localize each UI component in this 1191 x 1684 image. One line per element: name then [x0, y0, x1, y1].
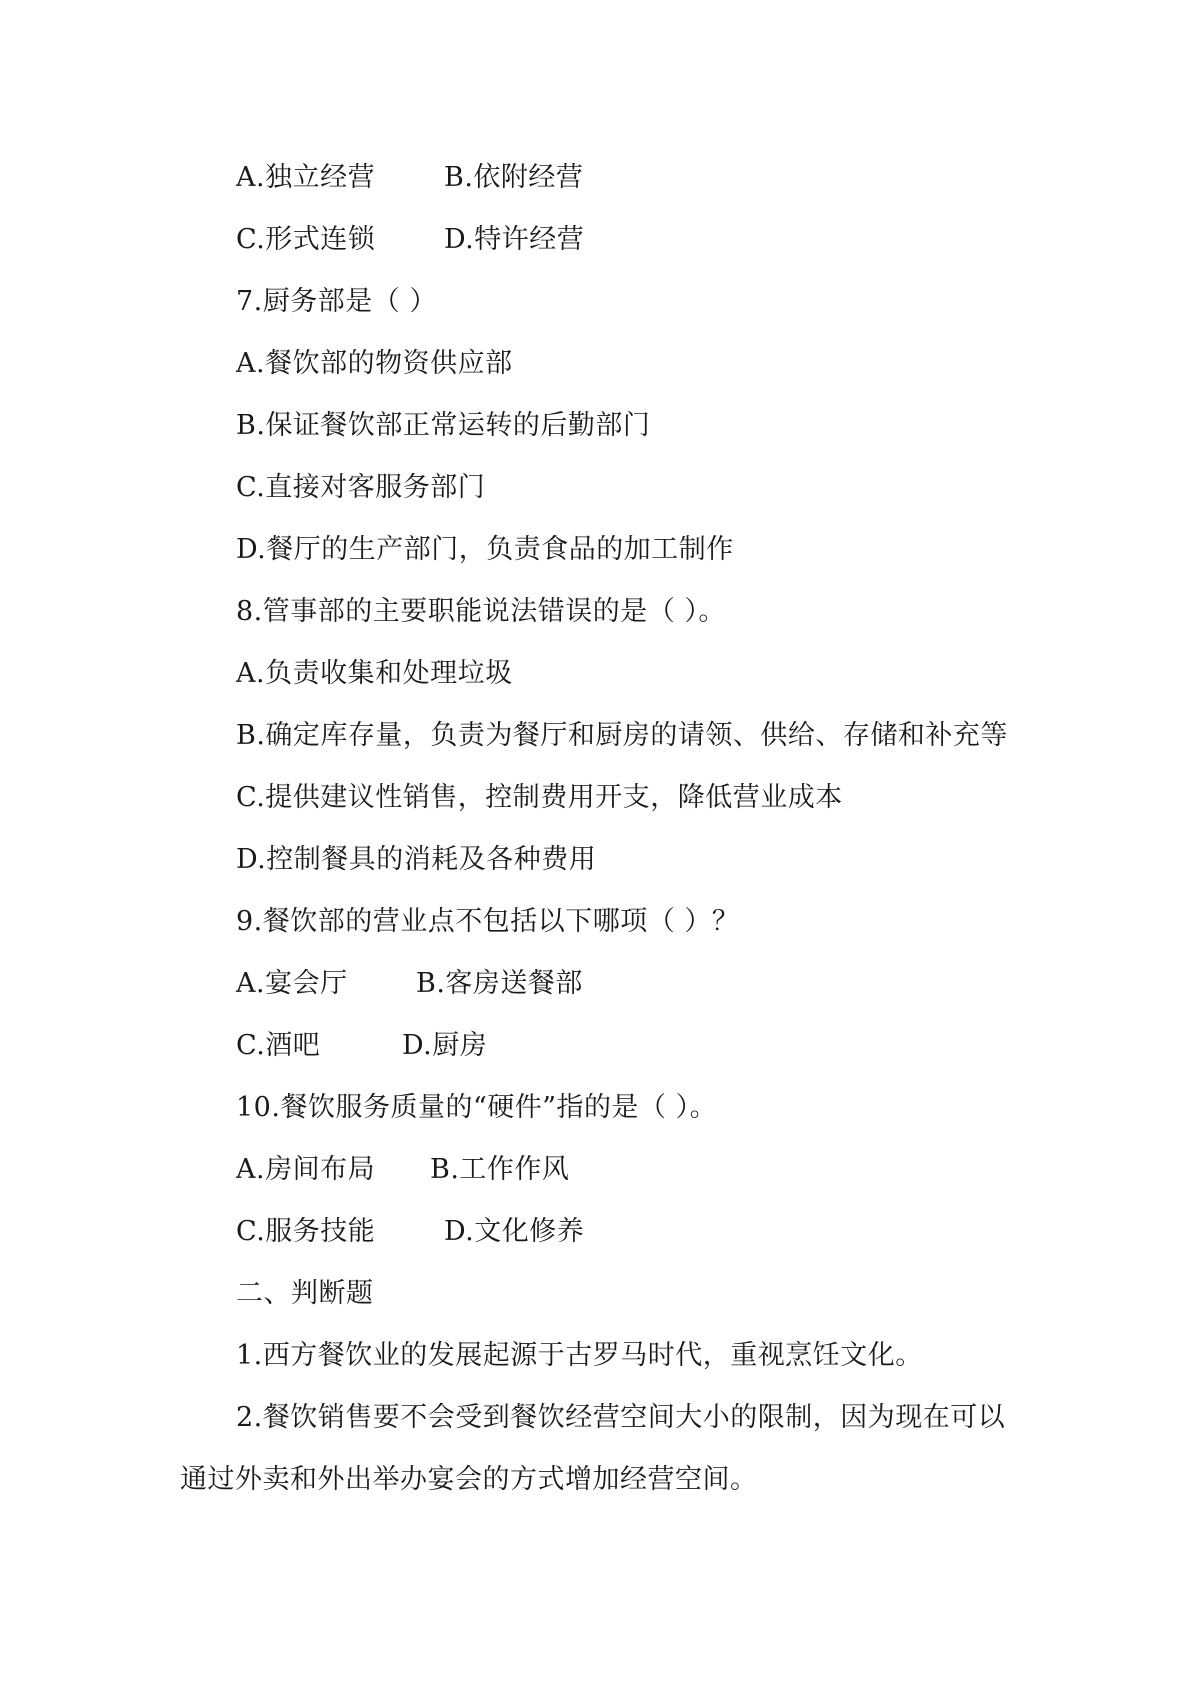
option-c: C.服务技能	[236, 1216, 376, 1247]
option-b: B.保证餐饮部正常运转的后勤部门	[236, 410, 651, 441]
options-row-q6-ab	[236, 160, 583, 196]
option-a: A.宴会厅	[236, 968, 348, 999]
option-c: C.提供建议性销售，控制费用开支，降低营业成本	[236, 782, 843, 813]
option-a: A.餐饮部的物资供应部	[236, 348, 513, 379]
question-8: 8.管事部的主要职能说法错误的是（ ）。	[236, 596, 726, 627]
options-row-q10-cd	[236, 1214, 584, 1250]
statement-2-continuation: 通过外卖和外出举办宴会的方式增加经营空间。	[180, 1464, 758, 1495]
option-d: D.特许经营	[444, 224, 585, 255]
option-d: D.厨房	[402, 1030, 488, 1061]
section-heading-true-false: 二、判断题	[236, 1278, 374, 1309]
option-b: B.依附经营	[444, 162, 584, 193]
option-c: C.形式连锁	[236, 224, 376, 255]
statement-2: 2.餐饮销售要不会受到餐饮经营空间大小的限制，因为现在可以	[236, 1402, 1006, 1433]
option-b: B.工作作风	[430, 1154, 570, 1185]
option-a: A.负责收集和处理垃圾	[236, 658, 513, 689]
options-row-q6-cd	[236, 222, 584, 258]
option-c: C.酒吧	[236, 1030, 321, 1061]
option-d: D.控制餐具的消耗及各种费用	[236, 844, 597, 875]
option-b: B.客房送餐部	[416, 968, 583, 999]
option-a: A.房间布局	[236, 1154, 376, 1185]
option-d: D.文化修养	[444, 1216, 585, 1247]
options-row-q10-ab	[236, 1152, 569, 1188]
options-row-q9-ab	[236, 966, 583, 1002]
question-9: 9.餐饮部的营业点不包括以下哪项（ ）？	[236, 906, 740, 937]
statement-1: 1.西方餐饮业的发展起源于古罗马时代，重视烹饪文化。	[236, 1340, 923, 1371]
options-row-q9-cd	[236, 1028, 487, 1064]
question-10: 10.餐饮服务质量的“硬件”指的是（ ）。	[236, 1092, 718, 1123]
question-7: 7.厨务部是（ ）	[236, 286, 437, 317]
option-a: A.独立经营	[236, 162, 376, 193]
option-d: D.餐厅的生产部门，负责食品的加工制作	[236, 534, 734, 565]
option-c: C.直接对客服务部门	[236, 472, 486, 503]
option-b: B.确定库存量，负责为餐厅和厨房的请领、供给、存储和补充等	[236, 720, 1008, 751]
